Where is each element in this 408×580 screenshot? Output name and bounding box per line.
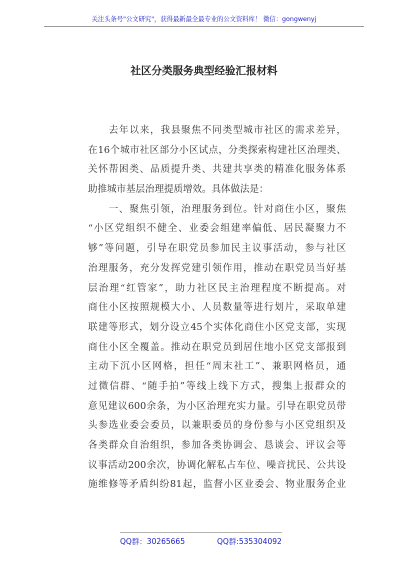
text-line: 助推城市基层治理提质增效。具体做法是： (88, 184, 269, 196)
text-line: 过微信群、“随手拍”等线上线下方式，搜集上报群众的 (88, 380, 346, 392)
text-line: 联建等形式，划分设立45个实体化商住小区党支部，实现 (88, 321, 346, 333)
qq-group-right: QQ群:535304092 (216, 537, 282, 546)
text-line: 商住小区全覆盖。推动在职党员到居住地小区党支部报到 (88, 341, 346, 353)
footer-contact (120, 532, 282, 547)
text-line: 意见建议600余条，为小区治理充实力量。引导在职党员带 (88, 400, 346, 412)
text-line: 治理服务，充分发挥党建引领作用，推动在职党员当好基 (88, 262, 346, 274)
section-one-paragraph (88, 200, 346, 495)
text-line: 施维修等矛盾纠纷81起，监督小区业委会、物业服务企业 (88, 479, 346, 491)
text-line: “小区党组织不健全、业委会组建率偏低、居民凝聚力不 (88, 223, 346, 235)
qq-group-left: QQ群：30265665 (120, 537, 185, 546)
document-body (88, 121, 346, 495)
text-line: 关怀帮困类、品质提升类、共建共享类的精准化服务体系 (88, 164, 346, 176)
text-line: 够”等问题，引导在职党员参加民主议事活动，参与社区 (88, 243, 346, 255)
text-line: 层治理“红管家”，助力社区民主治理程度不断提高。对 (88, 282, 346, 294)
header-banner: 关注头条号"公文研究"，获得最新最全最专业的公文资料库！ 微信：gongwenyj (44, 14, 364, 27)
document-title: 社区分类服务典型经验汇报材料 (130, 65, 278, 77)
text-line: 一、聚焦引领，治理服务到位。针对商住小区，聚焦 (88, 203, 346, 215)
text-line: 各类群众自治组织，参加各类协调会、恳谈会、评议会等 (88, 440, 346, 451)
text-line: 在16个城市社区部分小区试点，分类探索构建社区治理类、 (88, 144, 346, 156)
text-line: 议事活动200余次，协调化解私占车位、噪音扰民、公共设 (88, 459, 346, 471)
intro-paragraph (88, 121, 346, 200)
text-line: 主动下沉小区网格，担任“周末社工”、兼职网格员，通 (88, 361, 346, 373)
text-line: 商住小区按照规模大小、人员数量等进行划片，采取单建 (88, 302, 346, 314)
text-line: 头参选业委会委员，以兼职委员的身份参与小区党组织及 (88, 420, 346, 432)
text-line: 去年以来，我县聚焦不同类型城市社区的需求差异， (88, 125, 346, 136)
